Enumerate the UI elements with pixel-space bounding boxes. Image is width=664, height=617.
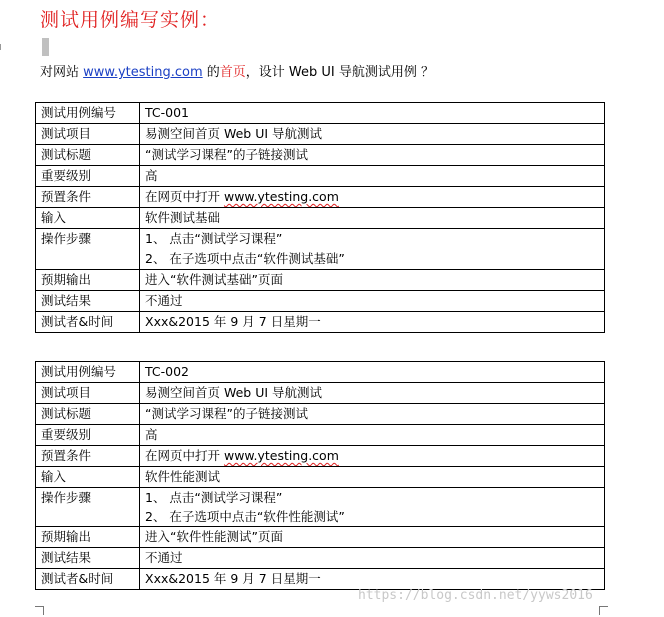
row-value (140, 187, 605, 208)
steps-cell (140, 229, 605, 270)
row-value: TC-001 (140, 103, 605, 124)
table-row (36, 548, 605, 569)
row-value (140, 446, 605, 467)
row-key: 预置条件 (36, 187, 140, 208)
row-value: 软件测试基础 (140, 208, 605, 229)
row-key: 测试标题 (36, 145, 140, 166)
intro-line (40, 61, 434, 80)
row-value: 高 (140, 166, 605, 187)
test-case-table-1 (35, 102, 605, 333)
row-key: 测试者&时间 (36, 569, 140, 590)
row-key: 输入 (36, 208, 140, 229)
table-row (36, 569, 605, 590)
row-value: 软件性能测试 (140, 467, 605, 488)
intro-site-link[interactable]: www.ytesting.com (83, 65, 203, 80)
table-row (36, 362, 605, 383)
table-row (36, 229, 605, 270)
row-value: Xxx&2015 年 9 月 7 日星期一 (140, 569, 605, 590)
test-case-table-2 (35, 361, 605, 590)
row-value: “测试学习课程”的子链接测试 (140, 404, 605, 425)
table-row (36, 208, 605, 229)
row-key: 重要级别 (36, 425, 140, 446)
row-value: 高 (140, 425, 605, 446)
row-value: 易测空间首页 Web UI 导航测试 (140, 383, 605, 404)
document-title: 测试用例编写实例： (40, 9, 221, 31)
row-key: 预期输出 (36, 270, 140, 291)
intro-suffix: ，设计 Web UI 导航测试用例 ？ (245, 65, 435, 80)
row-key: 输入 (36, 467, 140, 488)
table-row (36, 425, 605, 446)
row-value: 易测空间首页 Web UI 导航测试 (140, 124, 605, 145)
margin-tick (0, 44, 1, 50)
table-row (36, 166, 605, 187)
row-value: 进入“软件测试基础”页面 (140, 270, 605, 291)
row-key: 操作步骤 (36, 488, 140, 527)
table-row (36, 270, 605, 291)
steps-cell (140, 488, 605, 527)
precondition-url: www.ytesting.com (223, 448, 339, 463)
watermark: https://blog.csdn.net/yyws2016 (358, 588, 593, 603)
table-row (36, 383, 605, 404)
page-corner-mark-right (599, 606, 608, 615)
table-row (36, 527, 605, 548)
intro-mid: 的 (202, 65, 220, 80)
table-row (36, 187, 605, 208)
table-row (36, 291, 605, 312)
row-value: “测试学习课程”的子链接测试 (140, 145, 605, 166)
row-key: 测试结果 (36, 291, 140, 312)
step-2: 2、 在子选项中点击“软件测试基础” (145, 251, 345, 266)
row-value: 不通过 (140, 548, 605, 569)
row-key: 测试标题 (36, 404, 140, 425)
table-row (36, 312, 605, 333)
intro-prefix: 对网站 (40, 65, 84, 80)
row-key: 操作步骤 (36, 229, 140, 270)
row-key: 测试者&时间 (36, 312, 140, 333)
row-value: 不通过 (140, 291, 605, 312)
row-key: 测试项目 (36, 124, 140, 145)
precondition-url: www.ytesting.com (223, 189, 339, 204)
row-key: 重要级别 (36, 166, 140, 187)
table-row (36, 145, 605, 166)
page-corner-mark-left (35, 606, 44, 615)
table-row (36, 124, 605, 145)
table-row (36, 488, 605, 527)
precondition-prefix: 在网页中打开 (145, 448, 224, 463)
text-cursor-block (42, 38, 49, 56)
step-2: 2、 在子选项中点击“软件性能测试” (145, 509, 345, 524)
precondition-prefix: 在网页中打开 (145, 189, 224, 204)
row-value: Xxx&2015 年 9 月 7 日星期一 (140, 312, 605, 333)
row-key: 测试结果 (36, 548, 140, 569)
intro-homepage: 首页 (219, 65, 246, 80)
row-value: 进入“软件性能测试”页面 (140, 527, 605, 548)
row-key: 测试用例编号 (36, 362, 140, 383)
row-key: 测试项目 (36, 383, 140, 404)
step-1: 1、 点击“测试学习课程” (145, 231, 283, 246)
row-value: TC-002 (140, 362, 605, 383)
row-key: 测试用例编号 (36, 103, 140, 124)
table-row (36, 446, 605, 467)
table-row (36, 103, 605, 124)
table-row (36, 467, 605, 488)
row-key: 预置条件 (36, 446, 140, 467)
step-1: 1、 点击“测试学习课程” (145, 490, 283, 505)
table-row (36, 404, 605, 425)
row-key: 预期输出 (36, 527, 140, 548)
